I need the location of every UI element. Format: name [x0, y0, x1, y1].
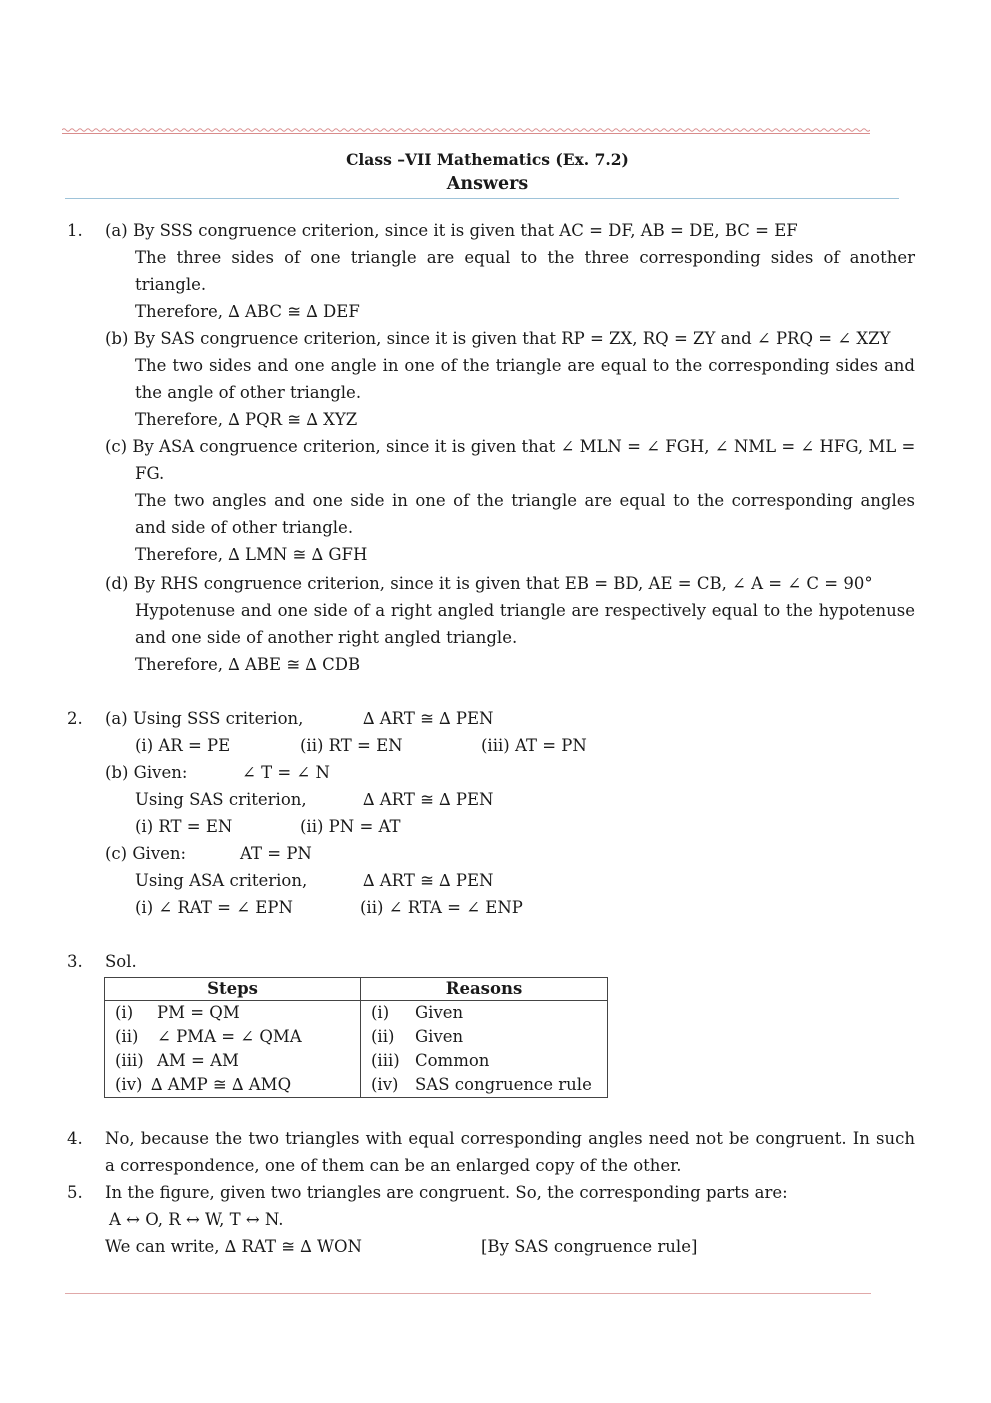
q2a-label: (a) Using SSS criterion, — [105, 709, 304, 728]
q2b-given: ∠ T = ∠ N — [242, 763, 330, 782]
q1a-explanation-line2: triangle. — [135, 275, 207, 294]
q2a-part-i: (i) AR = PE — [135, 736, 231, 755]
q1b-statement: (b) By SAS congruence criterion, since it is given that RP = ZX, RQ = ZY and ∠ PRQ = ∠ XZY — [105, 329, 891, 348]
q1c-statement: (c) By ASA congruence criterion, since it is given that ∠ MLN = ∠ FGH, ∠ NML = ∠ HFG, ML = — [105, 437, 916, 456]
q2b-using: Using SAS criterion, — [135, 790, 307, 809]
q1b-conclusion: Therefore, ∆ PQR ≅ ∆ XYZ — [135, 410, 358, 429]
header-wavy-rule — [62, 127, 870, 135]
q4-number: 4. — [67, 1129, 83, 1148]
table-row — [105, 1001, 608, 1098]
footer-divider — [65, 1293, 871, 1294]
q2b-part-ii: (ii) PN = AT — [300, 817, 401, 836]
step-item: (i) PM = QM — [115, 1003, 240, 1022]
q1c-statement-line2: FG. — [135, 464, 165, 483]
reasons-header: Reasons — [361, 978, 608, 1001]
q1c-explanation-line1: The two angles and one side in one of the triangle are equal to the corresponding angles — [135, 491, 915, 510]
q5-correspondence: A ↔ O, R ↔ W, T ↔ N. — [109, 1210, 284, 1229]
table-header-row — [105, 978, 608, 1001]
q2a-part-ii: (ii) RT = EN — [300, 736, 403, 755]
q1b-explanation-line2: the angle of other triangle. — [135, 383, 362, 402]
q2c-using: Using ASA criterion, — [135, 871, 308, 890]
q1b-explanation-line1: The two sides and one angle in one of the triangle are equal to the corresponding sides and — [135, 356, 915, 375]
q5-answer-line1: In the figure, given two triangles are congruent. So, the corresponding parts are: — [105, 1183, 788, 1202]
step-item: (iv) ∆ AMP ≅ ∆ AMQ — [115, 1075, 292, 1094]
step-item: (iii) AM = AM — [115, 1051, 239, 1070]
q1-number: 1. — [67, 221, 83, 240]
q2b-part-i: (i) RT = EN — [135, 817, 233, 836]
q2c-part-i: (i) ∠ RAT = ∠ EPN — [135, 898, 293, 917]
page-subtitle: Answers — [446, 174, 529, 194]
steps-reasons-table — [104, 977, 608, 1098]
steps-cell — [105, 1001, 361, 1098]
steps-header: Steps — [105, 978, 361, 1001]
reasons-cell — [361, 1001, 608, 1098]
q3-sol-label: Sol. — [105, 952, 137, 971]
q5-rule: [By SAS congruence rule] — [481, 1237, 698, 1256]
q1c-explanation-line2: and side of other triangle. — [135, 518, 354, 537]
q5-number: 5. — [67, 1183, 83, 1202]
q1d-conclusion: Therefore, ∆ ABE ≅ ∆ CDB — [135, 655, 361, 674]
q2a-part-iii: (iii) AT = PN — [481, 736, 587, 755]
page-title: Class –VII Mathematics (Ex. 7.2) — [346, 150, 629, 169]
q1d-explanation-line1: Hypotenuse and one side of a right angled triangle are respectively equal to the hypotenuse — [135, 601, 915, 620]
q5-conclusion: We can write, ∆ RAT ≅ ∆ WON — [105, 1237, 362, 1256]
q2-number: 2. — [67, 709, 83, 728]
q2b-result: ∆ ART ≅ ∆ PEN — [363, 790, 494, 809]
q2c-label: (c) Given: — [105, 844, 187, 863]
header-divider — [65, 198, 899, 199]
q4-answer-line2: a correspondence, one of them can be an enlarged copy of the other. — [105, 1156, 682, 1175]
reason-item: (ii) Given — [371, 1027, 464, 1046]
reason-item: (iv) SAS congruence rule — [371, 1075, 592, 1094]
q2a-result: ∆ ART ≅ ∆ PEN — [363, 709, 494, 728]
step-item: (ii) ∠ PMA = ∠ QMA — [115, 1027, 302, 1046]
q2c-given: AT = PN — [240, 844, 312, 863]
q1a-statement: (a) By SSS congruence criterion, since it is given that AC = DF, AB = DE, BC = EF — [105, 221, 798, 240]
q1d-statement: (d) By RHS congruence criterion, since it is given that EB = BD, AE = CB, ∠ A = ∠ C = 90° — [105, 574, 873, 593]
q1c-conclusion: Therefore, ∆ LMN ≅ ∆ GFH — [135, 545, 368, 564]
q2c-result: ∆ ART ≅ ∆ PEN — [363, 871, 494, 890]
q2c-part-ii: (ii) ∠ RTA = ∠ ENP — [360, 898, 523, 917]
q2b-label: (b) Given: — [105, 763, 188, 782]
q1a-explanation-line1: The three sides of one triangle are equal to the three corresponding sides of another — [135, 248, 915, 267]
reason-item: (i) Given — [371, 1003, 464, 1022]
q3-number: 3. — [67, 952, 83, 971]
q1d-explanation-line2: and one side of another right angled triangle. — [135, 628, 518, 647]
q1a-conclusion: Therefore, ∆ ABC ≅ ∆ DEF — [135, 302, 360, 321]
q4-answer-line1: No, because the two triangles with equal corresponding angles need not be congruent. In such — [105, 1129, 915, 1148]
reason-item: (iii) Common — [371, 1051, 490, 1070]
